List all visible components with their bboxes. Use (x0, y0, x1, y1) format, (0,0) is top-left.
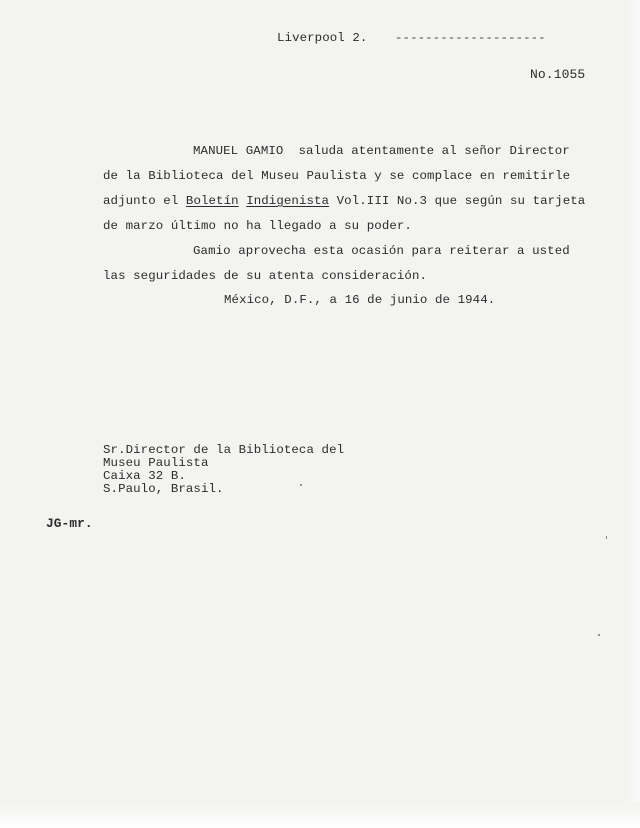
body-line-4: de marzo último no ha llegado a su poder. (103, 219, 412, 233)
paper-speck (606, 536, 607, 539)
publication-title-boletin: Boletín (185, 194, 239, 208)
addressee-line-2: Museu Paulista (103, 456, 209, 470)
publication-title-indigenista: Indigenista (246, 194, 330, 208)
dateline: México, D.F., a 16 de junio de 1944. (224, 293, 496, 307)
body-line-5: Gamio aprovecha esta ocasión para reiterar a usted (193, 244, 570, 258)
paper-speck (300, 484, 302, 486)
body-text: adjunto el (103, 194, 186, 208)
body-line-6: las seguridades de su atenta consideración. (103, 269, 428, 283)
sender-address: Liverpool 2. (277, 31, 368, 45)
body-line-2: de la Biblioteca del Museu Paulista y se complace en remitirle (103, 169, 571, 183)
body-text: saluda atentamente al señor Director (283, 144, 570, 158)
sender-name: MANUEL GAMIO (193, 144, 284, 158)
scan-edge-bottom (0, 802, 640, 828)
header-rule: -------------------- (395, 31, 546, 45)
paper-speck (598, 634, 600, 636)
reference-number: No.1055 (530, 67, 586, 82)
typist-initials: JG-mr. (46, 516, 93, 531)
scan-edge-right (626, 0, 640, 828)
addressee-line-1: Sr.Director de la Biblioteca del (103, 443, 345, 457)
addressee-line-3: Caixa 32 B. (103, 469, 186, 483)
body-line-1 (193, 143, 570, 159)
body-line-3 (103, 193, 585, 209)
addressee-line-4: S.Paulo, Brasil. (103, 482, 224, 496)
body-text: Vol.III No.3 que según su tarjeta (329, 194, 586, 208)
